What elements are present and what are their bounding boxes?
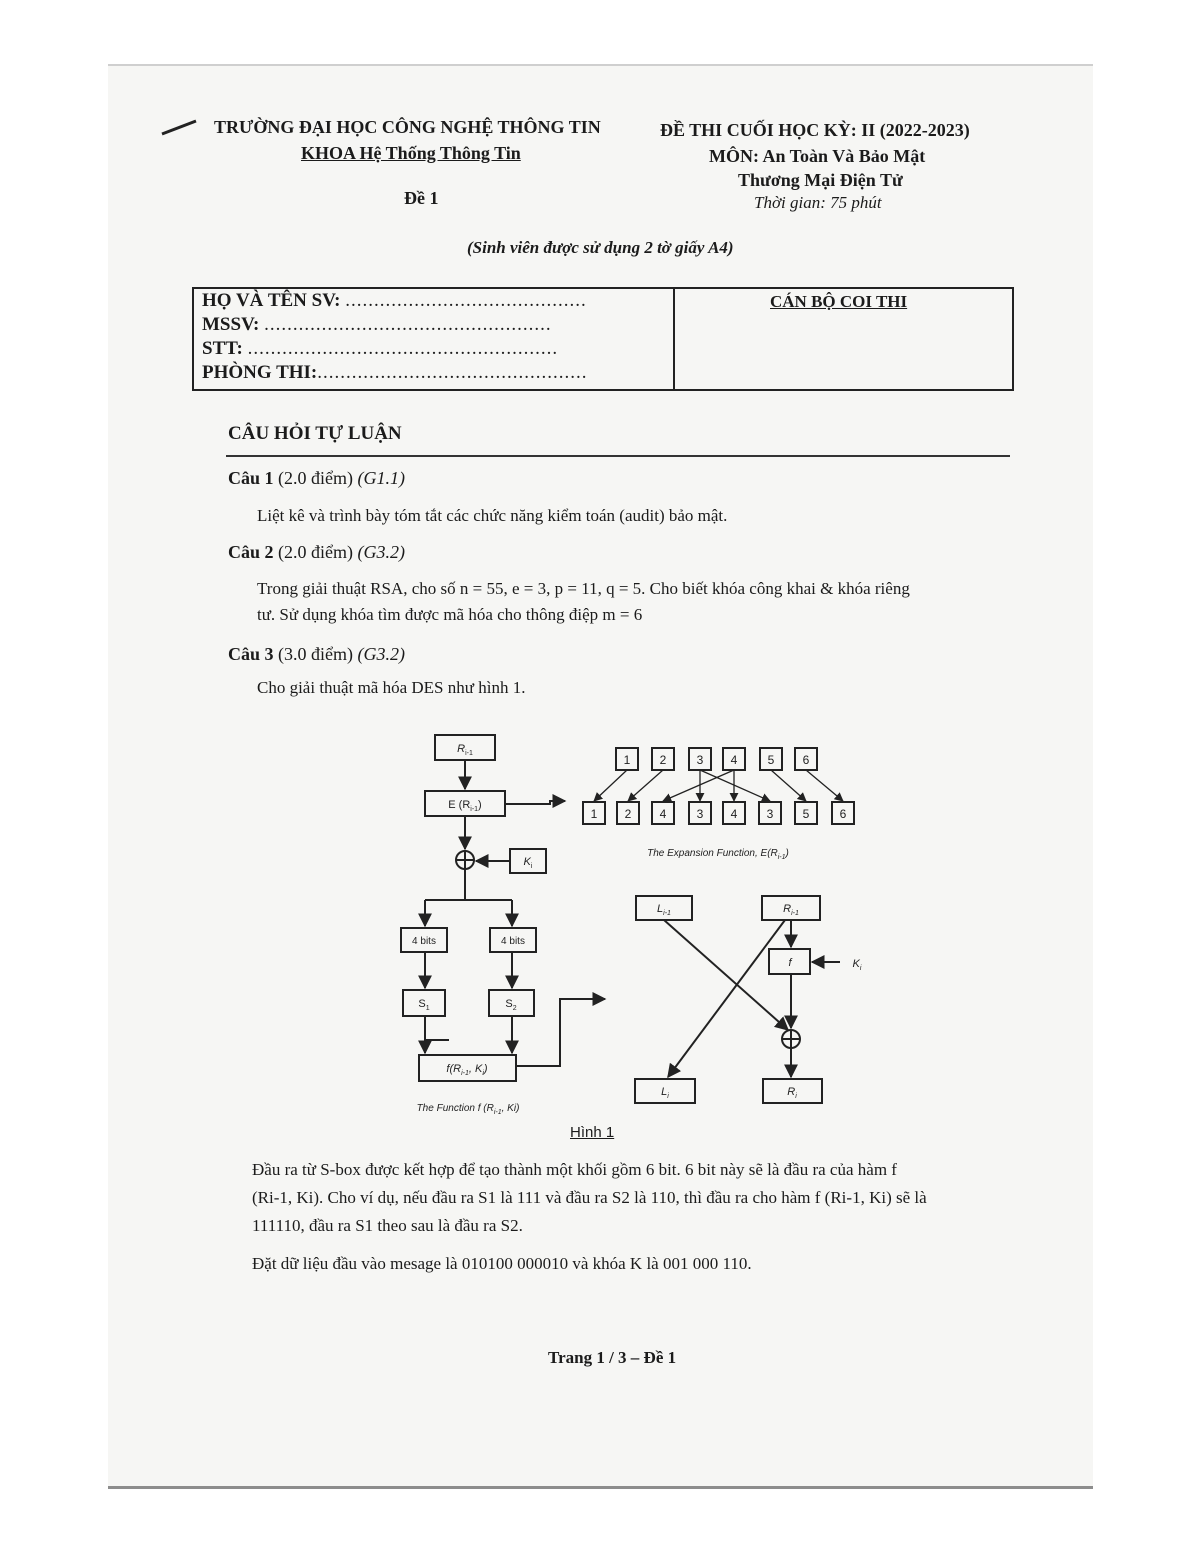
exam-room-field[interactable]: PHÒNG THI:............................................... (202, 362, 588, 383)
expansion-top-cell: 5 (767, 753, 775, 767)
exam-note: (Sinh viên được sử dụng 2 tờ giấy A4) (467, 238, 734, 257)
bits-right-label: 4 bits (501, 936, 525, 947)
expansion-bottom-cell: 1 (590, 807, 598, 821)
exam-code: Đề 1 (404, 188, 439, 208)
exam-room-label: PHÒNG THI: (202, 362, 318, 383)
expansion-top-cell: 3 (696, 753, 704, 767)
proctor-label: CÁN BỘ COI THI (770, 292, 908, 311)
s2-label: $S_2$ (505, 998, 517, 1012)
question-1-text: Liệt kê và trình bày tóm tắt các chức năng kiểm toán (audit) bảo mật. (257, 506, 728, 525)
explanation-line-3: 111110, đầu ra S1 theo sau là đầu ra S2. (252, 1216, 523, 1235)
figure-caption: Hình 1 (570, 1124, 615, 1141)
question-1-label: Câu 1 (228, 468, 274, 488)
school-name: TRƯỜNG ĐẠI HỌC CÔNG NGHỆ THÔNG TIN (214, 117, 601, 137)
expansion-bottom-cell: 3 (766, 807, 774, 821)
expansion-bottom-cell: 2 (624, 807, 632, 821)
student-name-label: HỌ VÀ TÊN SV: (202, 290, 341, 311)
mssv-field[interactable]: MSSV: .................................................. (202, 314, 552, 335)
f-output-label: $f(R_{i-1}$, $K_i$) (446, 1063, 488, 1077)
exam-title: ĐỀ THI CUỐI HỌC KỲ: II (2022-2023) (660, 120, 970, 140)
stt-label: STT: (202, 338, 243, 359)
f-output-box (419, 1055, 516, 1081)
question-2-label: Câu 2 (228, 542, 274, 562)
question-3-goal: (G3.2) (357, 644, 405, 664)
expansion-bottom-cell: 3 (696, 807, 704, 821)
question-2-text-line-1: Trong giải thuật RSA, cho số n = 55, e = 3, p = 11, q = 5. Cho biết khóa công khai & khóa riêng (257, 579, 910, 598)
section-title: CÂU HỎI TỰ LUẬN (228, 423, 402, 444)
feistel-k-label: $K_i$ (852, 958, 862, 972)
stt-field[interactable]: STT: ...................................................... (202, 338, 559, 359)
feistel-l-out-label: $L_i$ (661, 1086, 669, 1100)
question-1-points: (2.0 điểm) (278, 468, 353, 488)
expansion-top-cell: 4 (730, 753, 738, 767)
input-data-line: Đặt dữ liệu đầu vào mesage là 010100 000010 và khóa K là 001 000 110. (252, 1254, 752, 1273)
expansion-bottom-labels (591, 807, 847, 821)
explanation-line-2: (Ri-1, Ki). Cho ví dụ, nếu đầu ra S1 là 111 và đầu ra S2 là 110, thì đầu ra cho hàm f (Ri-1, Ki) sẽ là (252, 1188, 927, 1207)
subject-line-2: Thương Mại Điện Tử (738, 170, 903, 190)
r-input-label: $R_{i-1}$ (457, 743, 473, 757)
function-caption: The Function f ($R_{i-1}$, Ki) (416, 1103, 520, 1116)
question-2-text-line-2: tư. Sử dụng khóa tìm được mã hóa cho thông điệp m = 6 (257, 605, 643, 624)
expansion-bottom-row (583, 802, 854, 824)
question-2-points: (2.0 điểm) (278, 542, 353, 562)
expansion-bottom-cell: 4 (659, 807, 667, 821)
exam-duration: Thời gian: 75 phút (754, 193, 882, 212)
key-label: $K_i$ (523, 856, 533, 870)
question-3-text: Cho giải thuật mã hóa DES như hình 1. (257, 678, 526, 697)
expansion-bottom-cell: 4 (730, 807, 738, 821)
expansion-bottom-cell: 5 (802, 807, 810, 821)
question-1-goal: (G1.1) (357, 468, 405, 488)
explanation-line-1: Đầu ra từ S-box được kết hợp để tạo thành một khối gồm 6 bit. 6 bit này sẽ là đầu ra của hàm f (252, 1160, 897, 1179)
feistel-r-in-label: $R_{i-1}$ (783, 903, 799, 917)
faculty-name: KHOA Hệ Thống Thông Tin (301, 143, 521, 163)
expansion-top-cell: 1 (623, 753, 631, 767)
subject-line-1: MÔN: An Toàn Và Bảo Mật (709, 146, 926, 166)
expansion-caption: The Expansion Function, $E(R_{i-1})$ (647, 848, 789, 861)
expansion-top-cell: 2 (659, 753, 667, 767)
question-3-points: (3.0 điểm) (278, 644, 353, 664)
feistel-r-out-label: $R_i$ (787, 1086, 797, 1100)
expansion-label: E $(R_{i-1})$ (448, 799, 482, 813)
question-3-label: Câu 3 (228, 644, 274, 664)
question-2-goal: (G3.2) (357, 542, 405, 562)
expansion-top-row (616, 748, 817, 770)
bits-left-label: 4 bits (412, 936, 436, 947)
feistel-f-label: f (788, 957, 792, 969)
expansion-top-cell: 6 (802, 753, 810, 767)
page-footer: Trang 1 / 3 – Đề 1 (548, 1348, 677, 1367)
s1-label: $S_1$ (418, 998, 430, 1012)
feistel-l-in-label: $L_{i-1}$ (657, 903, 671, 917)
mssv-label: MSSV: (202, 314, 260, 335)
expansion-bottom-cell: 6 (839, 807, 847, 821)
student-name-field[interactable]: HỌ VÀ TÊN SV: .......................................... (202, 290, 587, 311)
